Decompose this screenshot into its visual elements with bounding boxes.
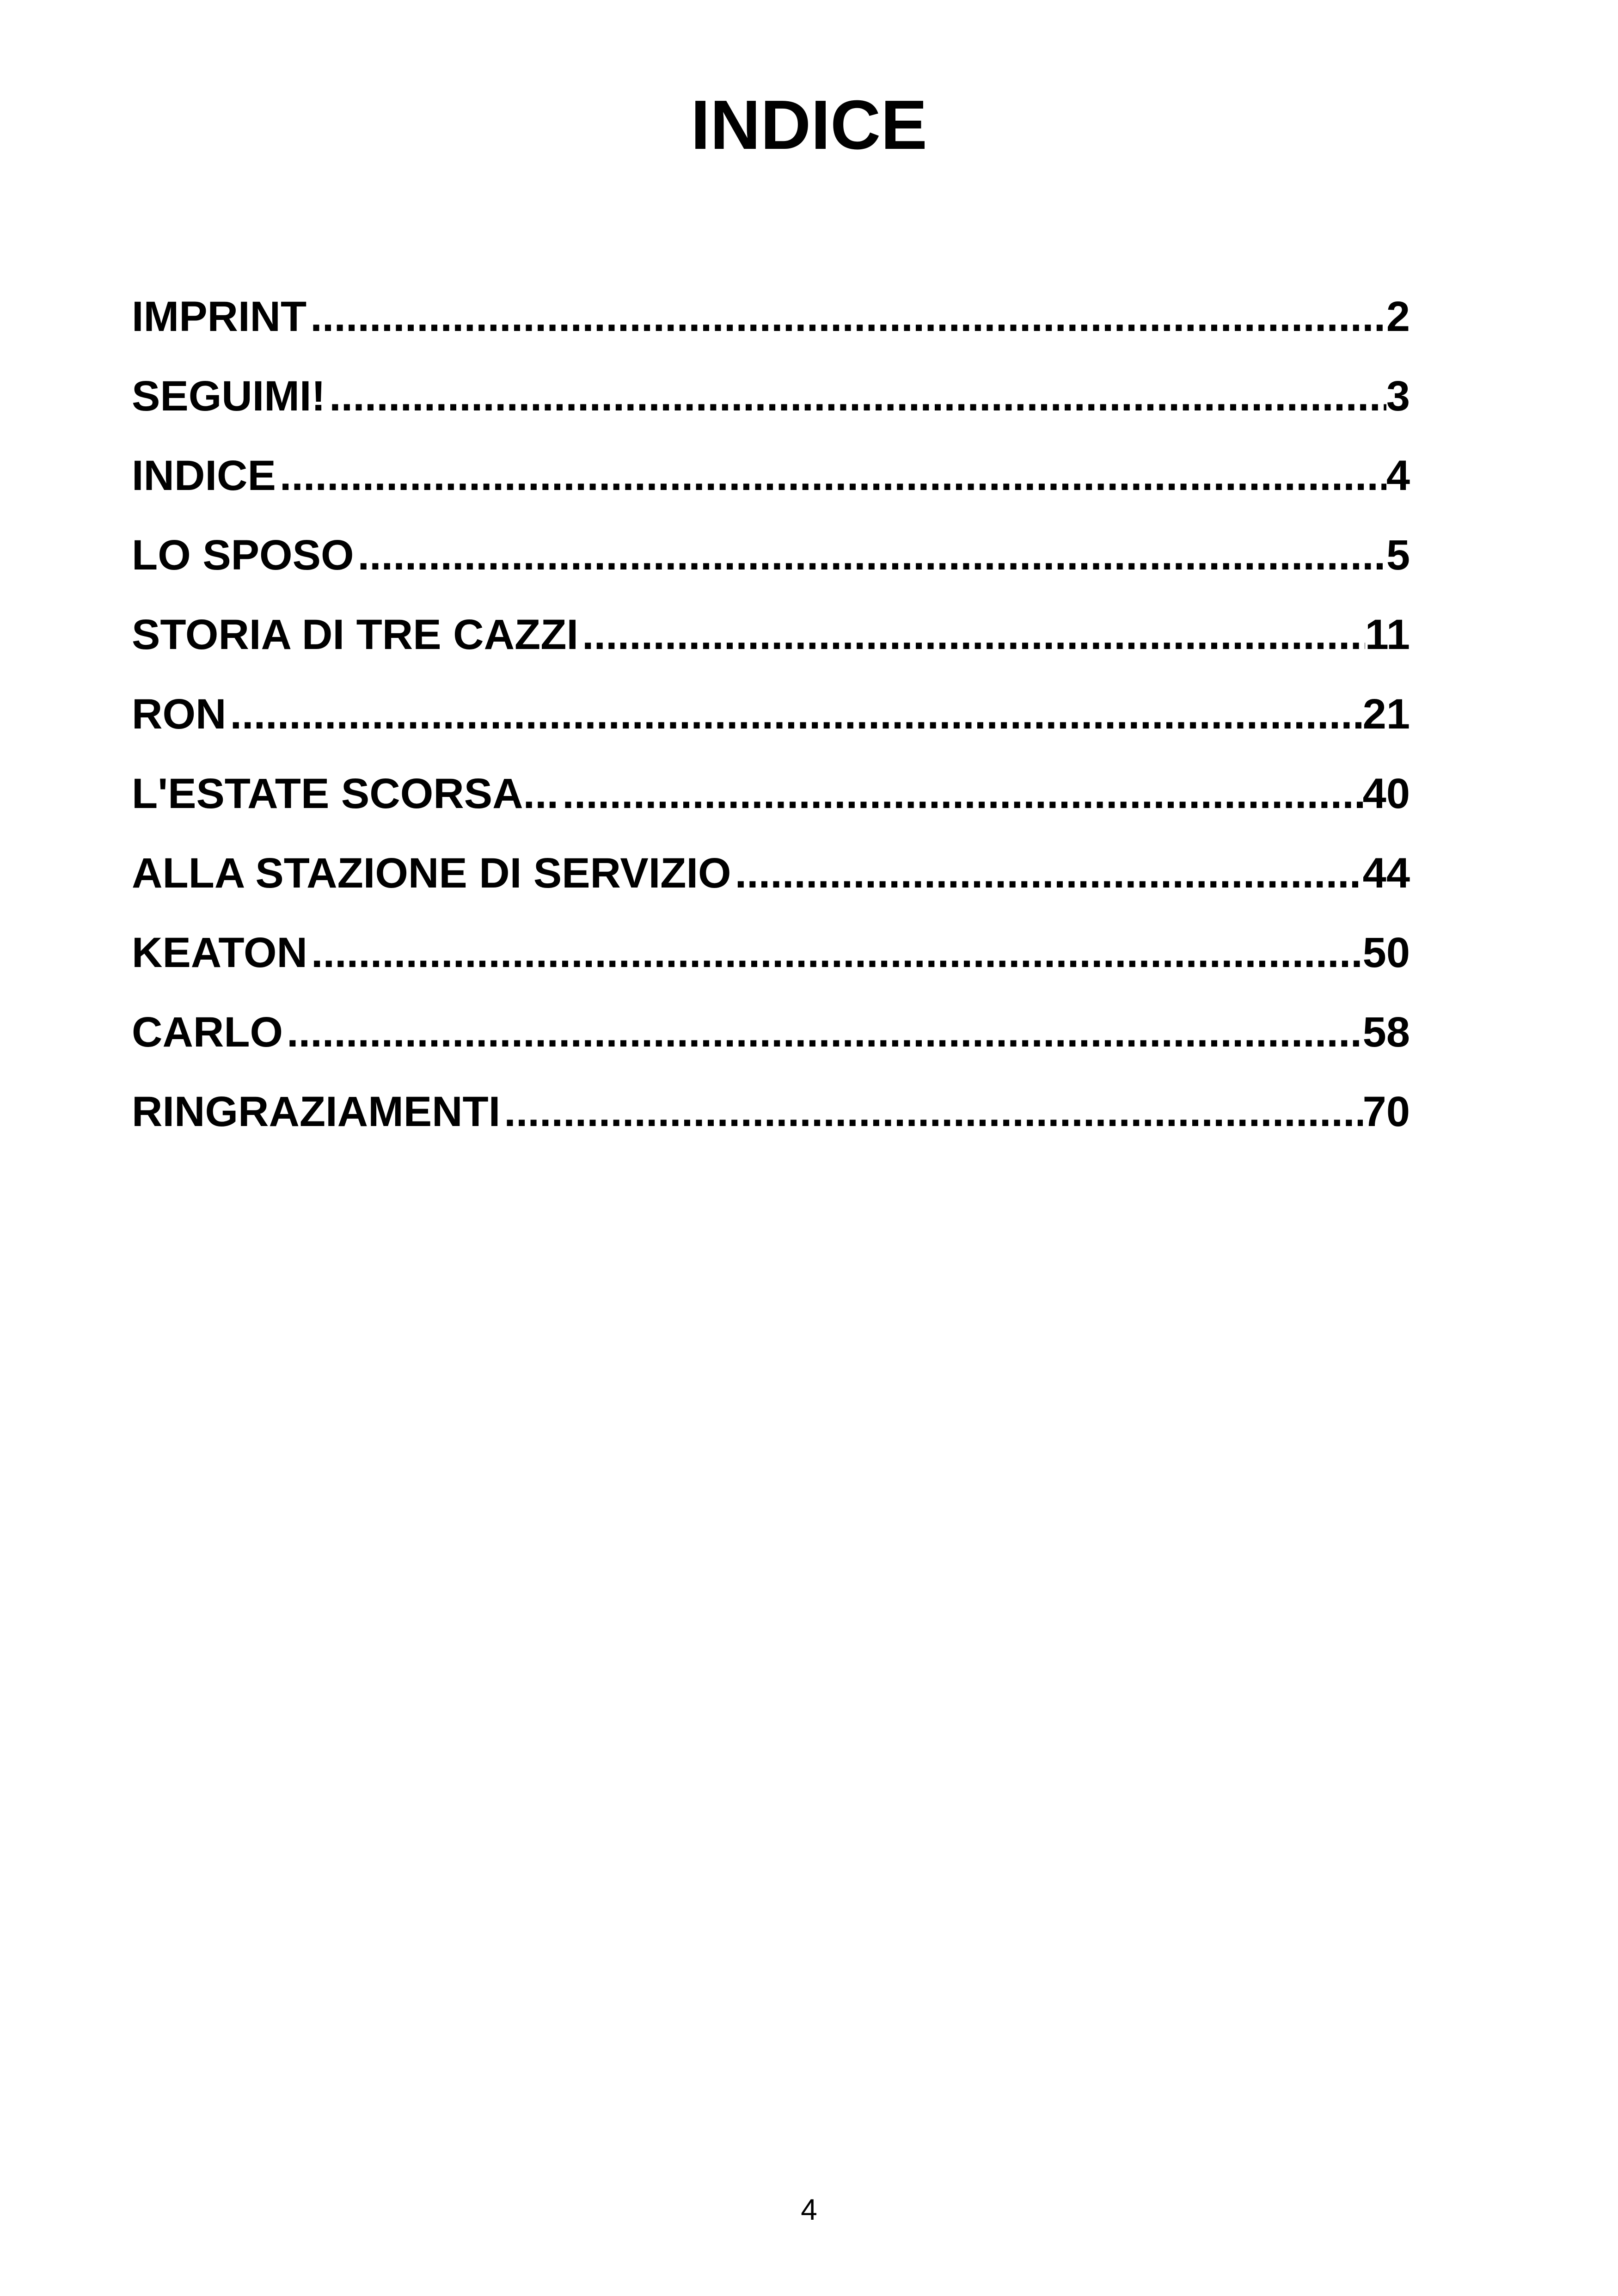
toc-entry-title: INDICE	[132, 452, 276, 499]
toc-entry[interactable]	[132, 446, 1410, 525]
toc-entry-page: 70	[1362, 1088, 1410, 1135]
toc-dot-leader	[283, 1002, 1363, 1062]
toc-dot-leader	[731, 843, 1363, 903]
toc-dot-leader	[276, 446, 1386, 506]
toc-entry-title: RON	[132, 691, 227, 738]
page-number: 4	[801, 2193, 817, 2226]
toc-entry-title: KEATON	[132, 929, 307, 976]
toc-entry-page: 50	[1362, 929, 1410, 976]
toc-dot-leader	[306, 287, 1386, 347]
page-title: INDICE	[691, 86, 927, 164]
toc-entry-page: 21	[1362, 691, 1410, 738]
toc-entry[interactable]	[132, 287, 1410, 366]
toc-entry-title: ALLA STAZIONE DI SERVIZIO	[132, 850, 731, 897]
toc-entry-title: STORIA DI TRE CAZZI	[132, 611, 578, 658]
toc-entry-title: CARLO	[132, 1009, 283, 1056]
toc-dot-leader	[226, 684, 1362, 744]
toc-entry[interactable]	[132, 843, 1410, 923]
toc-dot-leader	[325, 366, 1386, 426]
toc-dot-leader	[558, 764, 1362, 824]
toc-entry[interactable]	[132, 1002, 1410, 1082]
toc-dot-leader	[307, 923, 1363, 983]
toc-entry-title: L'ESTATE SCORSA...	[132, 770, 559, 817]
toc-entry-page: 44	[1362, 850, 1410, 897]
toc-entry-page: 3	[1386, 373, 1410, 420]
toc-entry[interactable]	[132, 764, 1410, 843]
toc-entry[interactable]	[132, 684, 1410, 764]
toc-entry[interactable]	[132, 605, 1410, 684]
table-of-contents	[132, 287, 1410, 1161]
toc-entry-page: 40	[1362, 770, 1410, 817]
toc-dot-leader	[578, 605, 1365, 665]
toc-entry-title: IMPRINT	[132, 293, 307, 340]
toc-entry-page: 58	[1362, 1009, 1410, 1056]
toc-entry-page: 11	[1365, 611, 1410, 658]
toc-entry[interactable]	[132, 923, 1410, 1002]
toc-dot-leader	[354, 525, 1386, 585]
toc-entry[interactable]	[132, 525, 1410, 605]
toc-entry-page: 4	[1386, 452, 1410, 499]
toc-entry-title: RINGRAZIAMENTI	[132, 1088, 501, 1135]
toc-dot-leader	[500, 1082, 1362, 1142]
toc-entry-page: 5	[1386, 532, 1410, 579]
toc-entry[interactable]	[132, 366, 1410, 446]
toc-entry[interactable]	[132, 1082, 1410, 1161]
toc-entry-title: LO SPOSO	[132, 532, 354, 579]
toc-entry-page: 2	[1386, 293, 1410, 340]
toc-entry-title: SEGUIMI!	[132, 373, 326, 420]
